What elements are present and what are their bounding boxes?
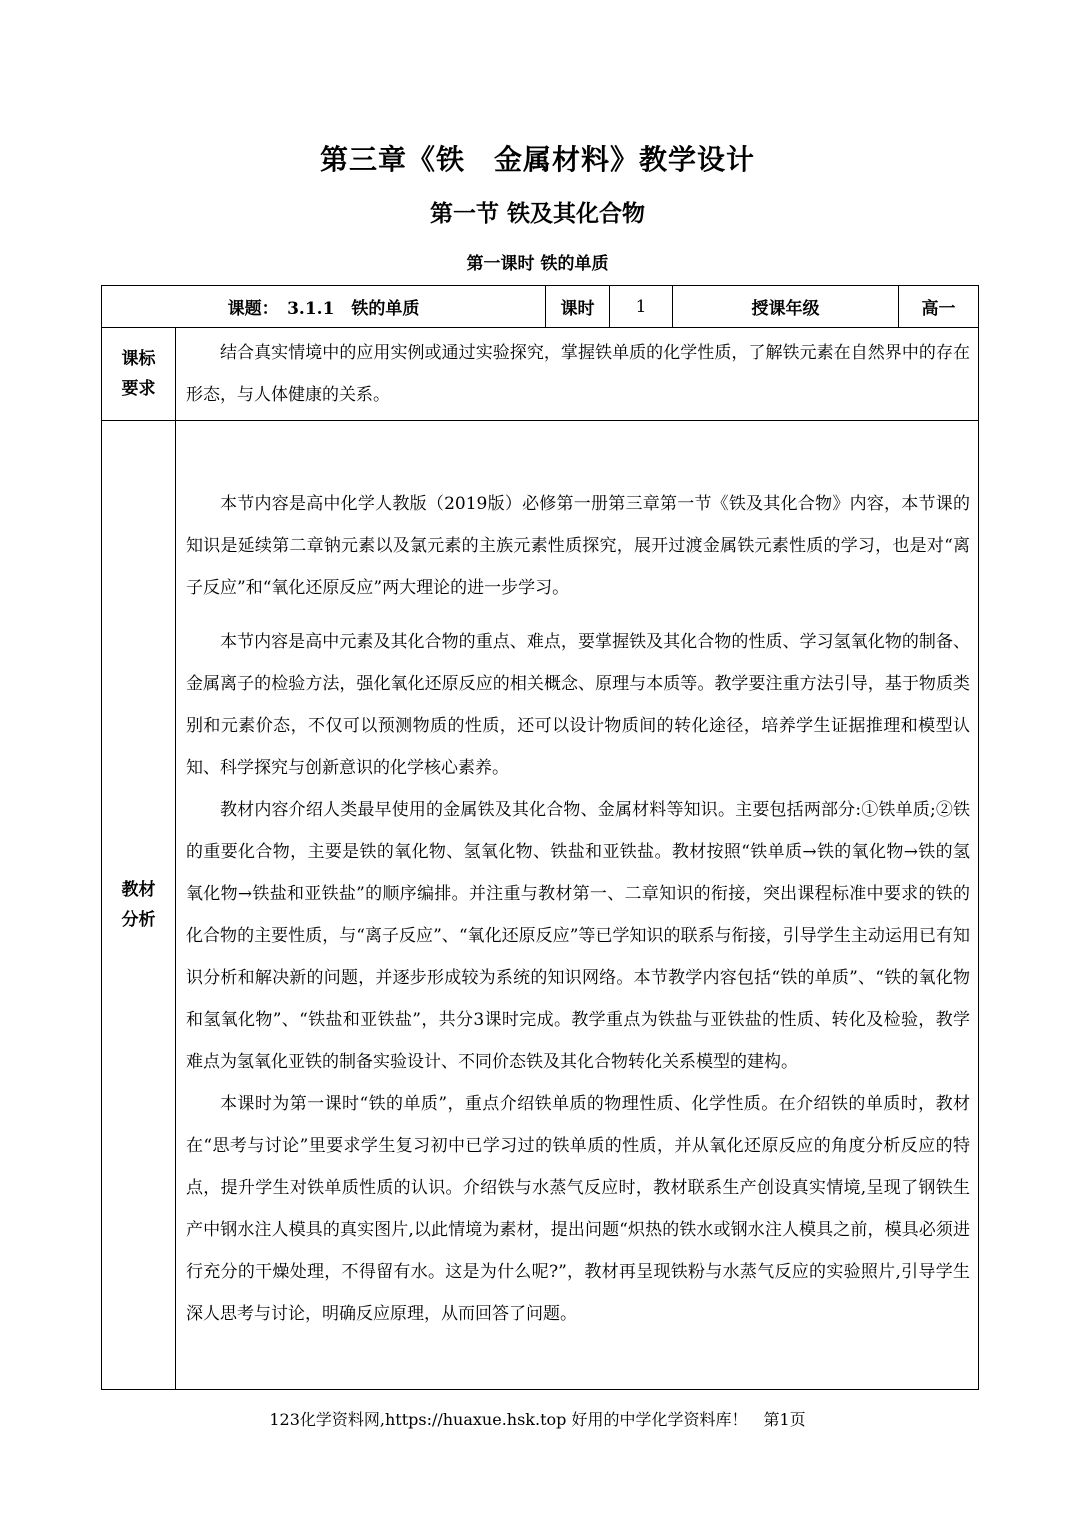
standard-content-cell (176, 328, 979, 421)
header-row (102, 286, 979, 328)
analysis-label-line1: 教材 (121, 880, 156, 900)
standard-label-line1: 课标 (121, 349, 156, 369)
analysis-label-line2: 分析 (121, 910, 156, 930)
lesson-plan-table (101, 285, 979, 1390)
section-title: 第一节 铁及其化合物 (429, 200, 645, 227)
grade-label-cell: 授课年级 (673, 286, 899, 328)
standard-row (102, 328, 979, 421)
page-footer: 123化学资料网,https://huaxue.hsk.top 好用的中学化学资料库！ 第1页 (269, 1410, 806, 1429)
standard-label-line2: 要求 (121, 379, 156, 399)
document-title: 第三章《铁 金属材料》教学设计 (319, 143, 755, 176)
analysis-paragraph-1: 本节内容是高中化学人教版（2019版）必修第一册第三章第一节《铁及其化合物》内容，本节课的知识是延续第二章钠元素以及氯元素的主族元素性质探究，展开过渡金属铁元素性质的学习，也是对“离子反应”和“氧化还原反应”两大理论的进一步学习。 (186, 494, 971, 598)
analysis-label-cell (102, 421, 176, 1390)
lesson-title: 第一课时 铁的单质 (466, 254, 609, 274)
analysis-paragraph-2: 本节内容是高中元素及其化合物的重点、难点，要掌握铁及其化合物的性质、学习氢氧化物的制备、金属离子的检验方法，强化氧化还原反应的相关概念、原理与本质等。教学要注重方法引导，基于物质类别和元素价态，不仅可以预测物质的性质，还可以设计物质间的转化途径，培养学生证据推理和模型认知、科学探究与创新意识的化学核心素养。 (186, 632, 971, 778)
hours-label-cell: 课时 (546, 286, 610, 328)
standard-label-cell (102, 328, 176, 421)
analysis-row (102, 421, 979, 1390)
analysis-content-cell (176, 421, 979, 1390)
analysis-paragraph-3: 教材内容介绍人类最早使用的金属铁及其化合物、金属材料等知识。主要包括两部分:①铁单质;②铁的重要化合物，主要是铁的氧化物、氢氧化物、铁盐和亚铁盐。教材按照“铁单质→铁的氧化物→铁的氢氧化物→铁盐和亚铁盐”的顺序编排。并注重与教材第一、二章知识的衔接，突出课程标准中要求的铁的化合物的主要性质，与“离子反应”、“氧化还原反应”等已学知识的联系与衔接，引导学生主动运用已有知识分析和解决新的问题，并逐步形成较为系统的知识网络。本节教学内容包括“铁的单质”、“铁的氧化物和氢氧化物”、“铁盐和亚铁盐”，共分3课时完成。教学重点为铁盐与亚铁盐的性质、转化及检验，教学难点为氢氧化亚铁的制备实验设计、不同价态铁及其化合物转化关系模型的建构。 (186, 800, 971, 1072)
hours-value-cell: 1 (610, 286, 673, 328)
standard-text: 结合真实情境中的应用实例或通过实验探究，掌握铁单质的化学性质，了解铁元素在自然界中的存在形态，与人体健康的关系。 (186, 343, 971, 405)
grade-value-cell: 高一 (899, 286, 979, 328)
topic-cell: 课题： 3.1.1 铁的单质 (102, 286, 546, 328)
analysis-paragraph-4: 本课时为第一课时“铁的单质”，重点介绍铁单质的物理性质、化学性质。在介绍铁的单质时，教材在“思考与讨论”里要求学生复习初中已学习过的铁单质的性质，并从氧化还原反应的角度分析反应的特点，提升学生对铁单质性质的认识。介绍铁与水蒸气反应时，教材联系生产创设真实情境,呈现了钢铁生产中钢水注人模具的真实图片,以此情境为素材，提出问题“炽热的铁水或钢水注人模具之前，模具必须进行充分的干燥处理，不得留有水。这是为什么呢?”，教材再呈现铁粉与水蒸气反应的实验照片,引导学生深人思考与讨论，明确反应原理，从而回答了问题。 (186, 1094, 971, 1324)
